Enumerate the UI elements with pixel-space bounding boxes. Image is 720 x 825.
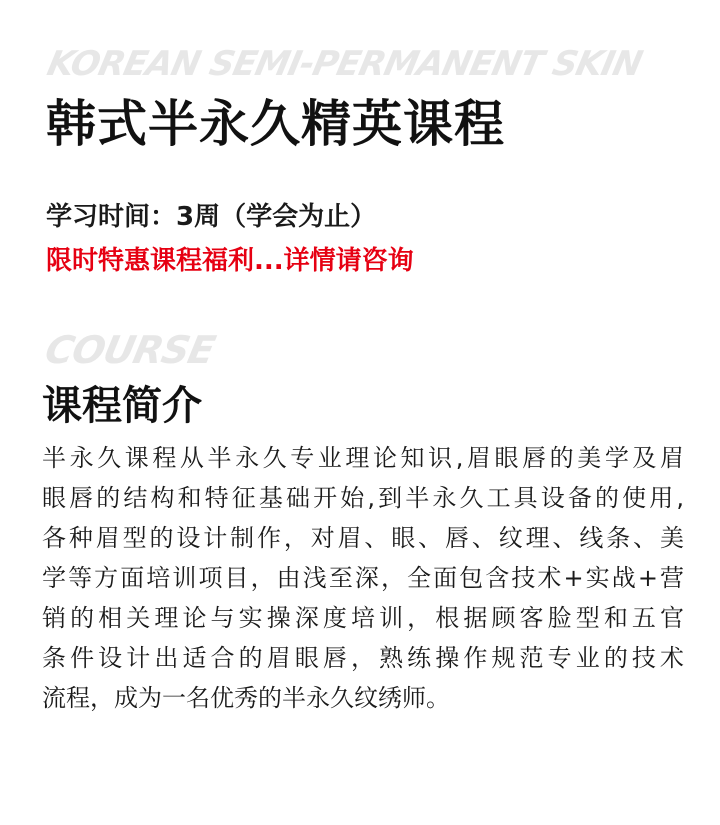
course-watermark: COURSE (41, 328, 219, 372)
page-title: 韩式半永久精英课程 (46, 95, 505, 153)
header-watermark: KOREAN SEMI-PERMANENT SKIN (43, 44, 646, 84)
course-description-line: 学等方面培训项目，由浅至深，全面包含技术+实战+营 (42, 564, 684, 592)
course-description-line: 销的相关理论与实操深度培训，根据顾客脸型和五官 (42, 604, 684, 632)
course-description-line: 半永久课程从半永久专业理论知识,眉眼唇的美学及眉 (42, 444, 684, 472)
promo-text: 限时特惠课程福利...详情请咨询 (46, 246, 414, 276)
course-description-line: 各种眉型的设计制作，对眉、眼、唇、纹理、线条、美 (42, 524, 684, 552)
course-description (42, 438, 684, 718)
study-time-text: 学习时间：3周（学会为止） (46, 202, 377, 232)
course-description-line: 眼唇的结构和特征基础开始,到半永久工具设备的使用, (42, 484, 684, 512)
course-description-line: 流程，成为一名优秀的半永久纹绣师。 (42, 684, 450, 712)
course-heading: 课程简介 (42, 383, 202, 429)
course-description-line: 条件设计出适合的眉眼唇，熟练操作规范专业的技术 (42, 644, 684, 672)
